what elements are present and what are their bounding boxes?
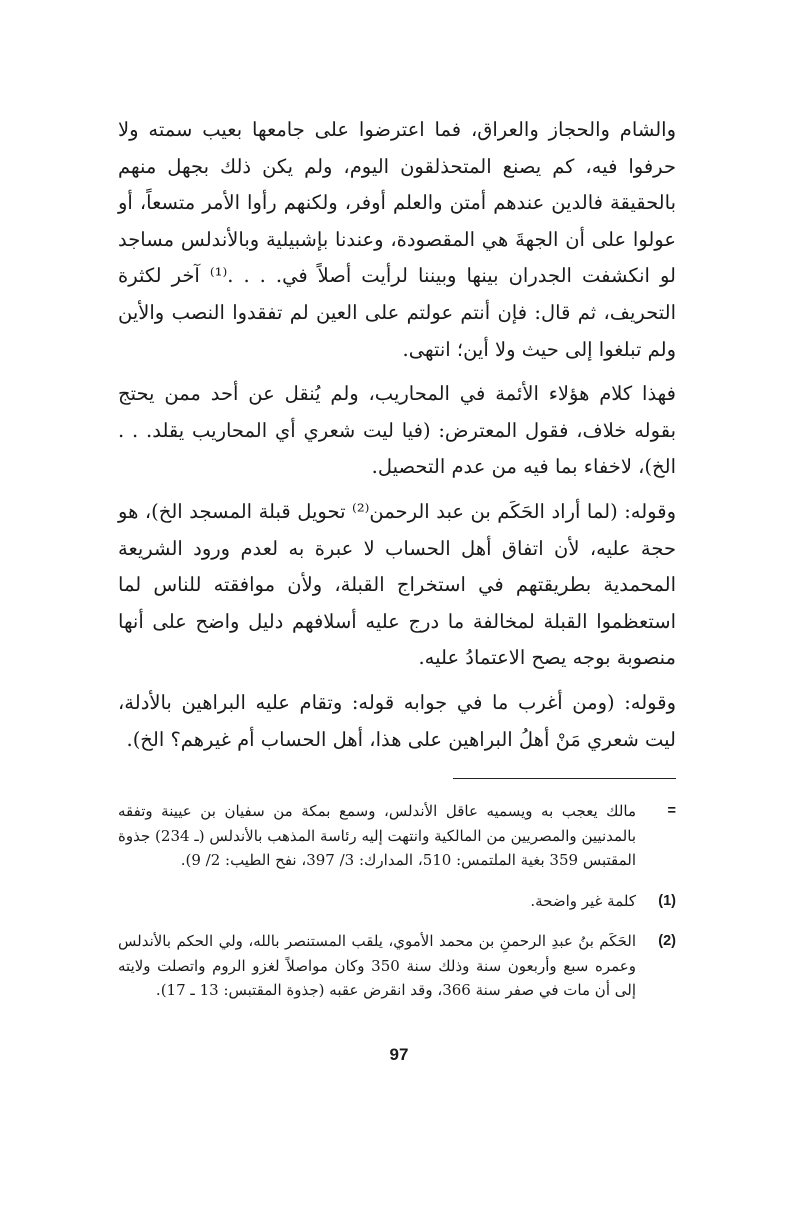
body-paragraph-4: وقوله: (ومن أغرب ما في جوابه قوله: وتقام عليه البراهين بالأدلة، ليت شعري مَنْ أهلُ البراهين على هذا، أهل الحساب أم غيرهم؟ الخ). [118, 690, 676, 751]
footnotes [118, 799, 676, 1003]
body-paragraph-3: وقوله: (لما أراد الحَكَم بن عبد الرحمن⁽²⁾ تحويل قبلة المسجد الخ)، هو حجة عليه، لأن اتفاق أهل الحساب لا عبرة به لعدم ورود الشريعة المحمدية بطريقتهم في استخراج القبلة، ولأن موافقته للناس لما استعظموا القبلة لمخالفة ما درج عليه أسلافهم دليل واضح على أنها منصوبة بوجه يصح الاعتمادُ عليه. [118, 499, 676, 670]
footnote-text: كلمة غير واضحة. [530, 891, 636, 910]
page-content [118, 112, 676, 1003]
footnote-marker: = [667, 803, 676, 820]
page-number: 97 [389, 1045, 409, 1064]
footnote-marker: (1) [658, 892, 676, 909]
footnote-separator [453, 778, 676, 779]
footnote-marker: (2) [658, 933, 676, 950]
body-paragraph-1: والشام والحجاز والعراق، فما اعترضوا على جامعها بعيب سمته ولا حرفوا فيه، كم يصنع المتحذلقون اليوم، ولم يكن ذلك بجهل منهم بالحقيقة فالدين عندهم أمتن والعلم أوفر، ولكنهم رأوا الأمر متسعاً، أو عولوا على أن الجهةَ هي المقصودة، وعندنا بإشبيلية وبالأندلس مساجد لو انكشفت الجدران بينها وبيننا لرأيت أصلاً في. . . .⁽¹⁾ آخر لكثرة التحريف، ثم قال: فإن أنتم عولتم على العين لم تفقدوا النصب والأين ولم تبلغوا إلى حيث ولا أين؛ انتهى. [118, 118, 676, 361]
footnote-text: مالك يعجب به ويسميه عاقل الأندلس، وسمع بمكة من سفيان بن عيينة وتفقه بالمدنيين والمصريين من المالكية وانتهت إليه رئاسة المذهب بالأندلس (ـ 234) جذوة المقتبس 359 بغية الملتمس: 510، المدارك: 3/ 397، نفح الطيب: 2/ 9). [118, 802, 636, 870]
footnote-1 [118, 889, 676, 914]
body-paragraph-2: فهذا كلام هؤلاء الأئمة في المحاريب، ولم يُنقل عن أحد ممن يحتج بقوله خلاف، فقول المعترض: (فيا ليت شعري أي المحاريب يقلد. . . الخ)، لاخفاء بما فيه من عدم التحصيل. [118, 382, 676, 479]
footnote-continuation [118, 799, 676, 873]
footnote-text: الحَكَم بنُ عبدِ الرحمنِ بن محمد الأموي، يلقب المستنصر بالله، ولي الحكم بالأندلس وعمره سبع وأربعون سنة وذلك سنة 350 وكان مواصلاً لغزو الروم واتصلت ولايته إلى أن مات في صفر سنة 366، وقد انقرض عقبه (جذوة المقتبس: 13 ـ 17). [118, 932, 636, 1000]
footnote-2 [118, 929, 676, 1003]
